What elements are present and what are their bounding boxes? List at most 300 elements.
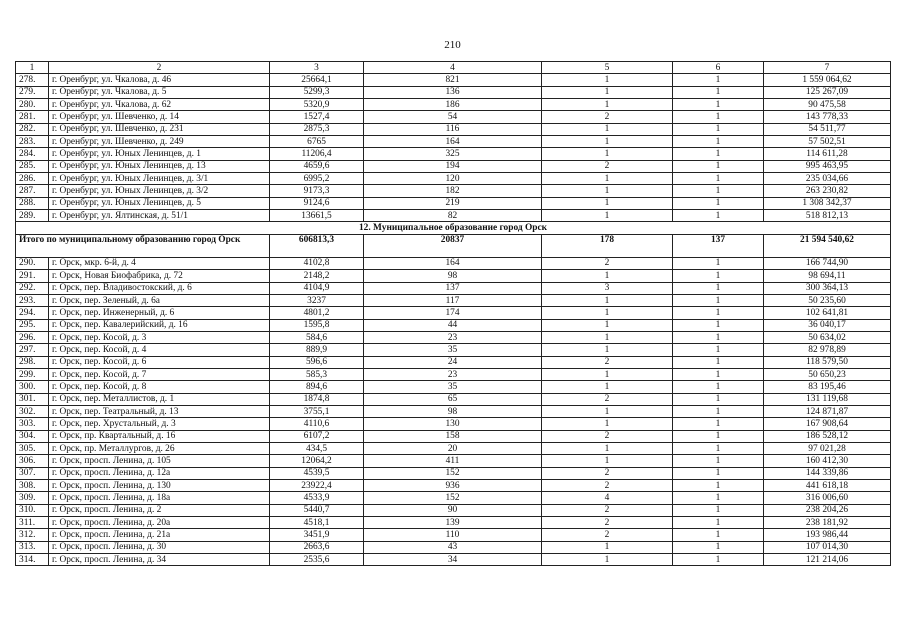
- row-number: 302.: [16, 405, 49, 417]
- col6-value: 1: [673, 356, 764, 368]
- residents: 65: [364, 393, 542, 405]
- row-number: 296.: [16, 331, 49, 343]
- residents: 116: [364, 123, 542, 135]
- col6-value: 1: [673, 480, 764, 492]
- col6-value: 1: [673, 148, 764, 160]
- col6-value: 1: [673, 430, 764, 442]
- col5-value: 1: [542, 381, 673, 393]
- col6-value: 1: [673, 210, 764, 222]
- area: 25664,1: [270, 74, 364, 86]
- row-number: 308.: [16, 480, 49, 492]
- section-title: 12. Муниципальное образование город Орск: [16, 222, 891, 234]
- row-number: 293.: [16, 294, 49, 306]
- area: 1527,4: [270, 111, 364, 123]
- residents: 24: [364, 356, 542, 368]
- table-row: [16, 136, 891, 148]
- total-col6: 137: [673, 234, 764, 257]
- row-number: 310.: [16, 504, 49, 516]
- col5-value: 1: [542, 368, 673, 380]
- col6-value: 1: [673, 504, 764, 516]
- table-row: [16, 356, 891, 368]
- total-col5: 178: [542, 234, 673, 257]
- address: г. Орск, Новая Биофабрика, д. 72: [49, 270, 270, 282]
- col5-value: 1: [542, 307, 673, 319]
- area: 1874,8: [270, 393, 364, 405]
- col6-value: 1: [673, 517, 764, 529]
- amount: 50 235,60: [764, 294, 891, 306]
- address: г. Оренбург, ул. Юных Ленинцев, д. 13: [49, 160, 270, 172]
- amount: 114 611,28: [764, 148, 891, 160]
- area: 4102,8: [270, 257, 364, 269]
- col6-value: 1: [673, 123, 764, 135]
- row-number: 311.: [16, 517, 49, 529]
- total-row: [16, 234, 891, 257]
- table-row: [16, 282, 891, 294]
- residents: 110: [364, 529, 542, 541]
- area: 6765: [270, 136, 364, 148]
- row-number: 279.: [16, 86, 49, 98]
- col6-value: 1: [673, 270, 764, 282]
- table-row: [16, 148, 891, 160]
- residents: 23: [364, 368, 542, 380]
- residents: 137: [364, 282, 542, 294]
- col5-value: 1: [542, 86, 673, 98]
- col6-value: 1: [673, 160, 764, 172]
- amount: 97 021,28: [764, 442, 891, 454]
- col5-value: 1: [542, 294, 673, 306]
- col6-value: 1: [673, 418, 764, 430]
- area: 596,6: [270, 356, 364, 368]
- address: г. Орск, пер. Хрустальный, д. 3: [49, 418, 270, 430]
- area: 9124,6: [270, 197, 364, 209]
- amount: 995 463,95: [764, 160, 891, 172]
- area: 12064,2: [270, 455, 364, 467]
- amount: 125 267,09: [764, 86, 891, 98]
- amount: 235 034,66: [764, 173, 891, 185]
- address: г. Орск, просп. Ленина, д. 2: [49, 504, 270, 516]
- residents: 35: [364, 381, 542, 393]
- table-row: [16, 99, 891, 111]
- address: г. Оренбург, ул. Шевченко, д. 14: [49, 111, 270, 123]
- amount: 124 871,87: [764, 405, 891, 417]
- area: 11206,4: [270, 148, 364, 160]
- area: 13661,5: [270, 210, 364, 222]
- row-number: 304.: [16, 430, 49, 442]
- area: 894,6: [270, 381, 364, 393]
- col5-value: 1: [542, 405, 673, 417]
- col5-value: 2: [542, 160, 673, 172]
- amount: 160 412,30: [764, 455, 891, 467]
- col6-value: 1: [673, 455, 764, 467]
- amount: 441 618,18: [764, 480, 891, 492]
- residents: 325: [364, 148, 542, 160]
- table-row: [16, 74, 891, 86]
- col5-value: 1: [542, 554, 673, 566]
- row-number: 295.: [16, 319, 49, 331]
- address: г. Оренбург, ул. Юных Ленинцев, д. 5: [49, 197, 270, 209]
- residents: 182: [364, 185, 542, 197]
- area: 3755,1: [270, 405, 364, 417]
- row-number: 280.: [16, 99, 49, 111]
- table-row: [16, 319, 891, 331]
- amount: 102 641,81: [764, 307, 891, 319]
- area: 2148,2: [270, 270, 364, 282]
- amount: 36 040,17: [764, 319, 891, 331]
- row-number: 303.: [16, 418, 49, 430]
- table-row: [16, 541, 891, 553]
- col5-value: 2: [542, 529, 673, 541]
- col5-value: 2: [542, 393, 673, 405]
- address: г. Орск, пер. Владивостокский, д. 6: [49, 282, 270, 294]
- row-number: 301.: [16, 393, 49, 405]
- col6-value: 1: [673, 111, 764, 123]
- table-row: [16, 492, 891, 504]
- amount: 167 908,64: [764, 418, 891, 430]
- table-row: [16, 418, 891, 430]
- area: 6995,2: [270, 173, 364, 185]
- area: 3237: [270, 294, 364, 306]
- col5-value: 2: [542, 480, 673, 492]
- col5-value: 2: [542, 430, 673, 442]
- col6-value: 1: [673, 331, 764, 343]
- col6-value: 1: [673, 554, 764, 566]
- total-label: Итого по муниципальному образованию город Орск: [16, 234, 270, 257]
- address: г. Орск, пер. Инженерный, д. 6: [49, 307, 270, 319]
- table-row: [16, 504, 891, 516]
- area: 5320,9: [270, 99, 364, 111]
- address: г. Оренбург, ул. Шевченко, д. 249: [49, 136, 270, 148]
- residents: 43: [364, 541, 542, 553]
- table-row: [16, 294, 891, 306]
- col6-value: 1: [673, 307, 764, 319]
- area: 4110,6: [270, 418, 364, 430]
- col5-value: 1: [542, 418, 673, 430]
- row-number: 287.: [16, 185, 49, 197]
- table-row: [16, 405, 891, 417]
- address: г. Орск, пр. Квартальный, д. 16: [49, 430, 270, 442]
- section-header-row: [16, 222, 891, 234]
- residents: 152: [364, 492, 542, 504]
- amount: 83 195,46: [764, 381, 891, 393]
- area: 584,6: [270, 331, 364, 343]
- col5-value: 1: [542, 197, 673, 209]
- residents: 44: [364, 319, 542, 331]
- row-number: 285.: [16, 160, 49, 172]
- amount: 518 812,13: [764, 210, 891, 222]
- amount: 193 986,44: [764, 529, 891, 541]
- row-number: 290.: [16, 257, 49, 269]
- col5-value: 1: [542, 74, 673, 86]
- col5-value: 1: [542, 541, 673, 553]
- address: г. Орск, пер. Косой, д. 7: [49, 368, 270, 380]
- total-area: 606813,3: [270, 234, 364, 257]
- area: 2663,6: [270, 541, 364, 553]
- table-row: [16, 173, 891, 185]
- area: 585,3: [270, 368, 364, 380]
- amount: 263 230,82: [764, 185, 891, 197]
- amount: 50 650,23: [764, 368, 891, 380]
- table-row: [16, 455, 891, 467]
- table-row: [16, 480, 891, 492]
- row-number: 309.: [16, 492, 49, 504]
- table-row: [16, 307, 891, 319]
- residents: 23: [364, 331, 542, 343]
- col6-value: 1: [673, 74, 764, 86]
- col6-value: 1: [673, 99, 764, 111]
- col5-value: 2: [542, 467, 673, 479]
- col5-value: 3: [542, 282, 673, 294]
- col6-value: 1: [673, 197, 764, 209]
- address: г. Орск, просп. Ленина, д. 34: [49, 554, 270, 566]
- col5-value: 1: [542, 455, 673, 467]
- table-row: [16, 381, 891, 393]
- amount: 143 778,33: [764, 111, 891, 123]
- total-sum: 21 594 540,62: [764, 234, 891, 257]
- row-number: 284.: [16, 148, 49, 160]
- col5-value: 1: [542, 210, 673, 222]
- col6-value: 1: [673, 173, 764, 185]
- table-row: [16, 529, 891, 541]
- table-row: [16, 554, 891, 566]
- address: г. Орск, пер. Косой, д. 6: [49, 356, 270, 368]
- table-row: [16, 123, 891, 135]
- residents: 158: [364, 430, 542, 442]
- residents: 186: [364, 99, 542, 111]
- residents: 98: [364, 405, 542, 417]
- address: г. Орск, пер. Косой, д. 3: [49, 331, 270, 343]
- column-header: 7: [764, 62, 891, 74]
- address: г. Оренбург, ул. Чкалова, д. 62: [49, 99, 270, 111]
- col6-value: 1: [673, 393, 764, 405]
- column-header: 5: [542, 62, 673, 74]
- row-number: 297.: [16, 344, 49, 356]
- registry-table: [15, 61, 891, 566]
- residents: 82: [364, 210, 542, 222]
- residents: 98: [364, 270, 542, 282]
- residents: 174: [364, 307, 542, 319]
- residents: 120: [364, 173, 542, 185]
- table-row: [16, 270, 891, 282]
- col6-value: 1: [673, 282, 764, 294]
- table-row: [16, 467, 891, 479]
- amount: 300 364,13: [764, 282, 891, 294]
- col6-value: 1: [673, 368, 764, 380]
- row-number: 313.: [16, 541, 49, 553]
- col6-value: 1: [673, 319, 764, 331]
- column-header: 6: [673, 62, 764, 74]
- table-row: [16, 344, 891, 356]
- col5-value: 1: [542, 319, 673, 331]
- col6-value: 1: [673, 257, 764, 269]
- address: г. Орск, пер. Косой, д. 8: [49, 381, 270, 393]
- col6-value: 1: [673, 405, 764, 417]
- area: 6107,2: [270, 430, 364, 442]
- address: г. Орск, просп. Ленина, д. 21а: [49, 529, 270, 541]
- amount: 166 744,90: [764, 257, 891, 269]
- residents: 20: [364, 442, 542, 454]
- address: г. Орск, просп. Ленина, д. 20а: [49, 517, 270, 529]
- col5-value: 2: [542, 111, 673, 123]
- amount: 54 511,77: [764, 123, 891, 135]
- row-number: 305.: [16, 442, 49, 454]
- col6-value: 1: [673, 294, 764, 306]
- address: г. Оренбург, ул. Юных Ленинцев, д. 3/1: [49, 173, 270, 185]
- address: г. Орск, пер. Косой, д. 4: [49, 344, 270, 356]
- address: г. Орск, мкр. 6-й, д. 4: [49, 257, 270, 269]
- col5-value: 1: [542, 99, 673, 111]
- column-header: 1: [16, 62, 49, 74]
- table-row: [16, 185, 891, 197]
- residents: 821: [364, 74, 542, 86]
- amount: 107 014,30: [764, 541, 891, 553]
- row-number: 286.: [16, 173, 49, 185]
- area: 4539,5: [270, 467, 364, 479]
- row-number: 291.: [16, 270, 49, 282]
- residents: 35: [364, 344, 542, 356]
- table-row: [16, 160, 891, 172]
- col5-value: 2: [542, 504, 673, 516]
- col6-value: 1: [673, 185, 764, 197]
- address: г. Оренбург, ул. Шевченко, д. 231: [49, 123, 270, 135]
- residents: 152: [364, 467, 542, 479]
- col5-value: 2: [542, 517, 673, 529]
- col5-value: 1: [542, 185, 673, 197]
- area: 4801,2: [270, 307, 364, 319]
- amount: 50 634,02: [764, 331, 891, 343]
- table-row: [16, 430, 891, 442]
- amount: 131 119,68: [764, 393, 891, 405]
- area: 434,5: [270, 442, 364, 454]
- address: г. Оренбург, ул. Чкалова, д. 5: [49, 86, 270, 98]
- table-row: [16, 442, 891, 454]
- address: г. Орск, просп. Ленина, д. 130: [49, 480, 270, 492]
- col6-value: 1: [673, 467, 764, 479]
- residents: 139: [364, 517, 542, 529]
- col5-value: 1: [542, 442, 673, 454]
- row-number: 298.: [16, 356, 49, 368]
- amount: 144 339,86: [764, 467, 891, 479]
- area: 2535,6: [270, 554, 364, 566]
- residents: 90: [364, 504, 542, 516]
- total-residents: 20837: [364, 234, 542, 257]
- address: г. Оренбург, ул. Ялтинская, д. 51/1: [49, 210, 270, 222]
- row-number: 314.: [16, 554, 49, 566]
- table-row: [16, 210, 891, 222]
- col5-value: 2: [542, 356, 673, 368]
- amount: 90 475,58: [764, 99, 891, 111]
- col6-value: 1: [673, 136, 764, 148]
- table-row: [16, 257, 891, 269]
- column-number-header-row: [16, 62, 891, 74]
- area: 2875,3: [270, 123, 364, 135]
- col6-value: 1: [673, 86, 764, 98]
- amount: 82 978,89: [764, 344, 891, 356]
- amount: 238 181,92: [764, 517, 891, 529]
- column-header: 3: [270, 62, 364, 74]
- col6-value: 1: [673, 541, 764, 553]
- area: 1595,8: [270, 319, 364, 331]
- row-number: 292.: [16, 282, 49, 294]
- address: г. Оренбург, ул. Юных Ленинцев, д. 1: [49, 148, 270, 160]
- amount: 1 308 342,37: [764, 197, 891, 209]
- area: 4518,1: [270, 517, 364, 529]
- row-number: 300.: [16, 381, 49, 393]
- address: г. Орск, просп. Ленина, д. 30: [49, 541, 270, 553]
- address: г. Орск, просп. Ленина, д. 12а: [49, 467, 270, 479]
- col6-value: 1: [673, 492, 764, 504]
- residents: 54: [364, 111, 542, 123]
- residents: 936: [364, 480, 542, 492]
- col5-value: 1: [542, 173, 673, 185]
- amount: 186 528,12: [764, 430, 891, 442]
- row-number: 278.: [16, 74, 49, 86]
- address: г. Орск, пер. Кавалерийский, д. 16: [49, 319, 270, 331]
- row-number: 281.: [16, 111, 49, 123]
- area: 23922,4: [270, 480, 364, 492]
- table-row: [16, 331, 891, 343]
- address: г. Орск, пр. Металлургов, д. 26: [49, 442, 270, 454]
- address: г. Орск, просп. Ленина, д. 18а: [49, 492, 270, 504]
- area: 5299,3: [270, 86, 364, 98]
- amount: 98 694,11: [764, 270, 891, 282]
- row-number: 299.: [16, 368, 49, 380]
- table-row: [16, 197, 891, 209]
- page-number: 210: [444, 39, 461, 51]
- amount: 118 579,50: [764, 356, 891, 368]
- table-row: [16, 393, 891, 405]
- address: г. Орск, просп. Ленина, д. 105: [49, 455, 270, 467]
- col6-value: 1: [673, 381, 764, 393]
- row-number: 306.: [16, 455, 49, 467]
- residents: 164: [364, 136, 542, 148]
- residents: 194: [364, 160, 542, 172]
- table-row: [16, 111, 891, 123]
- residents: 136: [364, 86, 542, 98]
- table-row: [16, 368, 891, 380]
- area: 3451,9: [270, 529, 364, 541]
- col5-value: 1: [542, 123, 673, 135]
- residents: 411: [364, 455, 542, 467]
- column-header: 2: [49, 62, 270, 74]
- col5-value: 1: [542, 270, 673, 282]
- col6-value: 1: [673, 529, 764, 541]
- address: г. Орск, пер. Металлистов, д. 1: [49, 393, 270, 405]
- col5-value: 1: [542, 148, 673, 160]
- residents: 164: [364, 257, 542, 269]
- residents: 34: [364, 554, 542, 566]
- row-number: 282.: [16, 123, 49, 135]
- table-row: [16, 517, 891, 529]
- residents: 117: [364, 294, 542, 306]
- address: г. Орск, пер. Театральный, д. 13: [49, 405, 270, 417]
- address: г. Орск, пер. Зеленый, д. 6а: [49, 294, 270, 306]
- col5-value: 4: [542, 492, 673, 504]
- row-number: 294.: [16, 307, 49, 319]
- col6-value: 1: [673, 442, 764, 454]
- col5-value: 2: [542, 257, 673, 269]
- row-number: 312.: [16, 529, 49, 541]
- address: г. Оренбург, ул. Чкалова, д. 46: [49, 74, 270, 86]
- area: 5440,7: [270, 504, 364, 516]
- amount: 1 559 064,62: [764, 74, 891, 86]
- area: 4104,9: [270, 282, 364, 294]
- table-row: [16, 86, 891, 98]
- address: г. Оренбург, ул. Юных Ленинцев, д. 3/2: [49, 185, 270, 197]
- col5-value: 1: [542, 136, 673, 148]
- residents: 130: [364, 418, 542, 430]
- amount: 57 502,51: [764, 136, 891, 148]
- area: 4533,9: [270, 492, 364, 504]
